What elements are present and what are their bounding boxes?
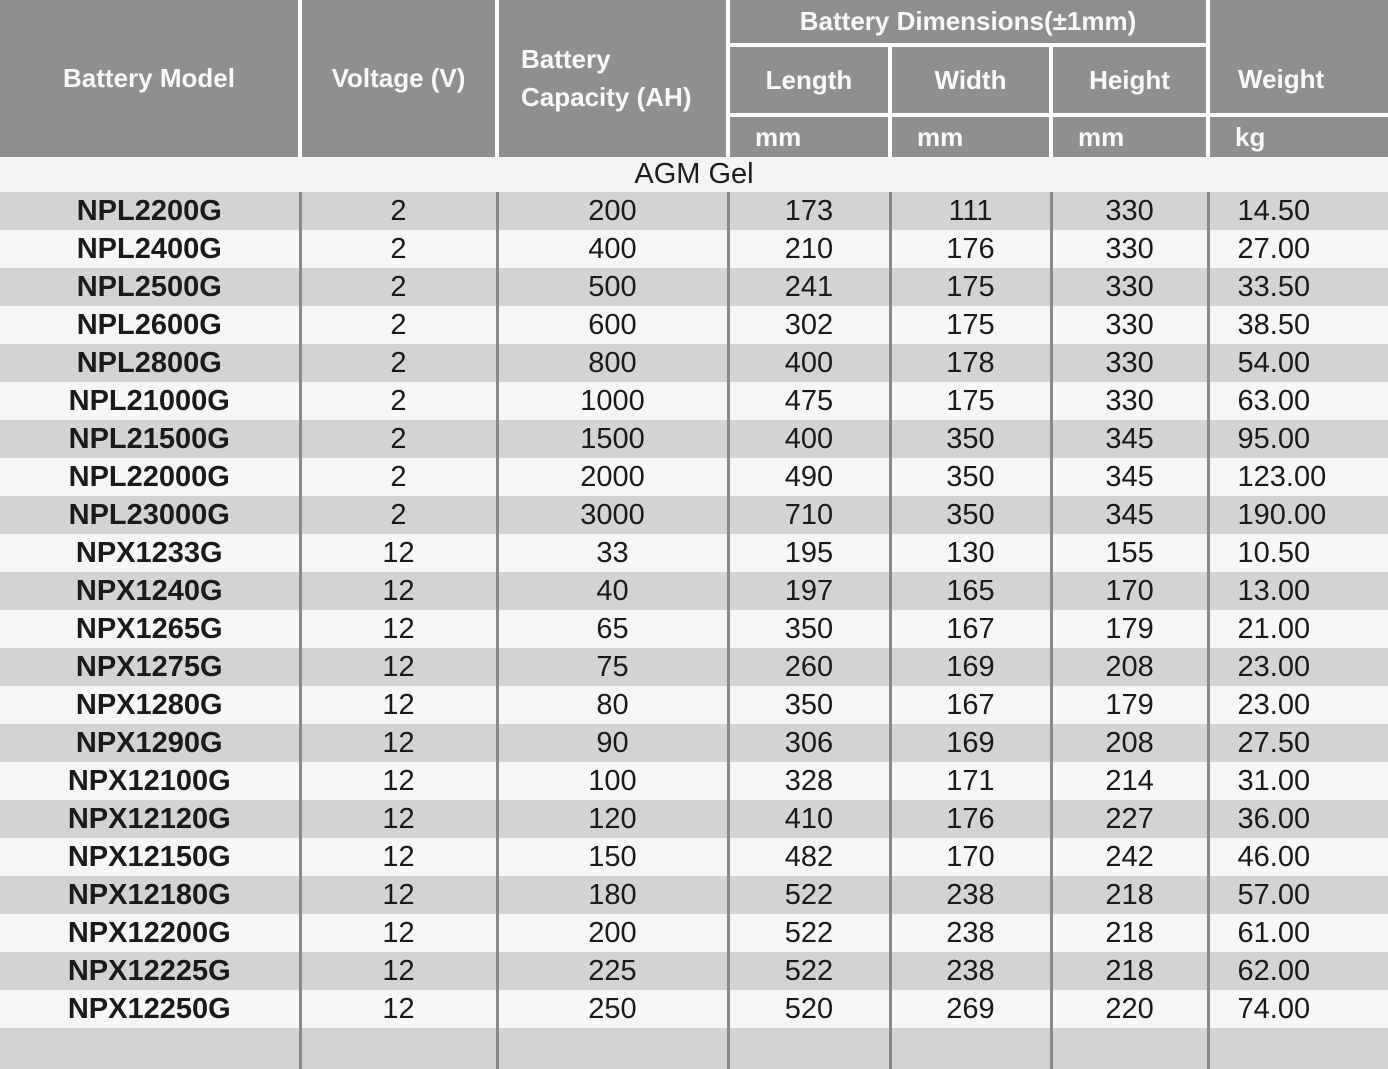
cell-height: 179 — [1051, 610, 1208, 648]
cell-voltage: 2 — [300, 458, 497, 496]
cell-width: 170 — [890, 838, 1051, 876]
empty-cell — [728, 1028, 890, 1069]
cell-capacity: 40 — [497, 572, 728, 610]
unit-label-weight-kg: kg — [1208, 115, 1388, 157]
cell-height: 218 — [1051, 914, 1208, 952]
cell-weight: 62.00 — [1208, 952, 1388, 990]
cell-voltage: 12 — [300, 838, 497, 876]
cell-length: 520 — [728, 990, 890, 1028]
cell-width: 175 — [890, 268, 1051, 306]
cell-width: 350 — [890, 458, 1051, 496]
cell-capacity: 90 — [497, 724, 728, 762]
cell-length: 475 — [728, 382, 890, 420]
cell-capacity: 800 — [497, 344, 728, 382]
cell-length: 302 — [728, 306, 890, 344]
cell-voltage: 12 — [300, 800, 497, 838]
cell-voltage: 12 — [300, 724, 497, 762]
cell-capacity: 225 — [497, 952, 728, 990]
table-row — [0, 800, 1388, 838]
cell-height: 218 — [1051, 952, 1208, 990]
cell-width: 111 — [890, 192, 1051, 230]
cell-capacity: 100 — [497, 762, 728, 800]
cell-width: 238 — [890, 876, 1051, 914]
cell-battery-model: NPL2600G — [0, 306, 300, 344]
unit-label-height-mm: mm — [1051, 115, 1208, 157]
table-row — [0, 420, 1388, 458]
col-header-weight: Weight — [1208, 0, 1388, 115]
table-header — [0, 0, 1388, 157]
cell-voltage: 2 — [300, 420, 497, 458]
cell-weight: 27.00 — [1208, 230, 1388, 268]
cell-battery-model: NPX12100G — [0, 762, 300, 800]
cell-battery-model: NPX12120G — [0, 800, 300, 838]
cell-voltage: 12 — [300, 990, 497, 1028]
table-row — [0, 762, 1388, 800]
cell-weight: 54.00 — [1208, 344, 1388, 382]
cell-battery-model: NPX1233G — [0, 534, 300, 572]
cell-width: 130 — [890, 534, 1051, 572]
cell-weight: 123.00 — [1208, 458, 1388, 496]
cell-height: 208 — [1051, 724, 1208, 762]
cell-width: 176 — [890, 800, 1051, 838]
cell-height: 330 — [1051, 306, 1208, 344]
cell-battery-model: NPL22000G — [0, 458, 300, 496]
cell-battery-model: NPX12250G — [0, 990, 300, 1028]
section-label: AGM Gel — [0, 157, 1388, 192]
cell-width: 238 — [890, 952, 1051, 990]
cell-weight: 46.00 — [1208, 838, 1388, 876]
empty-cell — [497, 1028, 728, 1069]
table-row — [0, 952, 1388, 990]
table-row — [0, 572, 1388, 610]
cell-height: 330 — [1051, 382, 1208, 420]
cell-length: 350 — [728, 610, 890, 648]
cell-width: 169 — [890, 648, 1051, 686]
table-row — [0, 876, 1388, 914]
cell-weight: 13.00 — [1208, 572, 1388, 610]
cell-capacity: 75 — [497, 648, 728, 686]
cell-battery-model: NPL2500G — [0, 268, 300, 306]
cell-voltage: 12 — [300, 686, 497, 724]
cell-battery-model: NPX12200G — [0, 914, 300, 952]
cell-height: 220 — [1051, 990, 1208, 1028]
cell-capacity: 1500 — [497, 420, 728, 458]
cell-width: 176 — [890, 230, 1051, 268]
empty-cell — [1051, 1028, 1208, 1069]
cell-height: 179 — [1051, 686, 1208, 724]
cell-voltage: 12 — [300, 648, 497, 686]
unit-label-width-mm: mm — [890, 115, 1051, 157]
cell-capacity: 150 — [497, 838, 728, 876]
cell-length: 350 — [728, 686, 890, 724]
cell-battery-model: NPX1240G — [0, 572, 300, 610]
cell-length: 482 — [728, 838, 890, 876]
cell-weight: 74.00 — [1208, 990, 1388, 1028]
cell-height: 242 — [1051, 838, 1208, 876]
cell-length: 241 — [728, 268, 890, 306]
cell-length: 400 — [728, 420, 890, 458]
col-header-capacity: Battery Capacity (AH) — [497, 0, 728, 157]
cell-height: 345 — [1051, 458, 1208, 496]
col-header-length: Length — [728, 45, 890, 115]
cell-voltage: 12 — [300, 572, 497, 610]
cell-width: 350 — [890, 420, 1051, 458]
table-row — [0, 192, 1388, 230]
cell-height: 330 — [1051, 192, 1208, 230]
cell-length: 522 — [728, 952, 890, 990]
cell-battery-model: NPX1275G — [0, 648, 300, 686]
cell-height: 227 — [1051, 800, 1208, 838]
cell-battery-model: NPX1280G — [0, 686, 300, 724]
cell-length: 522 — [728, 914, 890, 952]
cell-length: 490 — [728, 458, 890, 496]
cell-voltage: 2 — [300, 268, 497, 306]
cell-width: 167 — [890, 610, 1051, 648]
cell-width: 175 — [890, 306, 1051, 344]
cell-height: 170 — [1051, 572, 1208, 610]
cell-capacity: 65 — [497, 610, 728, 648]
cell-weight: 190.00 — [1208, 496, 1388, 534]
cell-voltage: 12 — [300, 952, 497, 990]
cell-height: 214 — [1051, 762, 1208, 800]
cell-width: 178 — [890, 344, 1051, 382]
cell-battery-model: NPL2400G — [0, 230, 300, 268]
cell-capacity: 2000 — [497, 458, 728, 496]
table-row — [0, 534, 1388, 572]
cell-height: 345 — [1051, 420, 1208, 458]
cell-width: 165 — [890, 572, 1051, 610]
cell-voltage: 12 — [300, 914, 497, 952]
cell-height: 155 — [1051, 534, 1208, 572]
cell-length: 173 — [728, 192, 890, 230]
cell-battery-model: NPX12225G — [0, 952, 300, 990]
table-body — [0, 157, 1388, 1069]
cell-weight: 33.50 — [1208, 268, 1388, 306]
table-row — [0, 496, 1388, 534]
cell-voltage: 2 — [300, 382, 497, 420]
cell-weight: 27.50 — [1208, 724, 1388, 762]
cell-voltage: 2 — [300, 306, 497, 344]
table-row — [0, 686, 1388, 724]
cell-battery-model: NPL2800G — [0, 344, 300, 382]
cell-capacity: 200 — [497, 914, 728, 952]
table-row — [0, 990, 1388, 1028]
header-row-group — [0, 0, 1388, 45]
cell-width: 169 — [890, 724, 1051, 762]
cell-weight: 57.00 — [1208, 876, 1388, 914]
cell-capacity: 1000 — [497, 382, 728, 420]
cell-height: 330 — [1051, 344, 1208, 382]
cell-capacity: 400 — [497, 230, 728, 268]
col-header-height: Height — [1051, 45, 1208, 115]
table-row — [0, 382, 1388, 420]
cell-weight: 31.00 — [1208, 762, 1388, 800]
cell-height: 208 — [1051, 648, 1208, 686]
cell-weight: 95.00 — [1208, 420, 1388, 458]
cell-voltage: 12 — [300, 762, 497, 800]
empty-cell — [890, 1028, 1051, 1069]
cell-length: 210 — [728, 230, 890, 268]
cell-capacity: 3000 — [497, 496, 728, 534]
cell-capacity: 200 — [497, 192, 728, 230]
cell-capacity: 80 — [497, 686, 728, 724]
cell-length: 306 — [728, 724, 890, 762]
cell-voltage: 2 — [300, 496, 497, 534]
cell-weight: 23.00 — [1208, 686, 1388, 724]
cell-voltage: 12 — [300, 534, 497, 572]
table-row — [0, 914, 1388, 952]
table-row — [0, 230, 1388, 268]
cell-battery-model: NPX12150G — [0, 838, 300, 876]
empty-cell — [300, 1028, 497, 1069]
cell-height: 330 — [1051, 230, 1208, 268]
cell-width: 167 — [890, 686, 1051, 724]
cell-voltage: 2 — [300, 192, 497, 230]
cell-voltage: 12 — [300, 610, 497, 648]
col-header-dimensions-group: Battery Dimensions(±1mm) — [728, 0, 1208, 45]
cell-battery-model: NPL21000G — [0, 382, 300, 420]
cell-weight: 36.00 — [1208, 800, 1388, 838]
table-row — [0, 724, 1388, 762]
cell-width: 350 — [890, 496, 1051, 534]
table-row — [0, 306, 1388, 344]
cell-weight: 21.00 — [1208, 610, 1388, 648]
cell-capacity: 33 — [497, 534, 728, 572]
cell-height: 345 — [1051, 496, 1208, 534]
table-row — [0, 458, 1388, 496]
cell-weight: 61.00 — [1208, 914, 1388, 952]
empty-cell — [1208, 1028, 1388, 1069]
cell-height: 218 — [1051, 876, 1208, 914]
cell-width: 171 — [890, 762, 1051, 800]
cell-capacity: 250 — [497, 990, 728, 1028]
cell-voltage: 12 — [300, 876, 497, 914]
cell-battery-model: NPL21500G — [0, 420, 300, 458]
cell-length: 410 — [728, 800, 890, 838]
cell-battery-model: NPL23000G — [0, 496, 300, 534]
cell-length: 197 — [728, 572, 890, 610]
cell-capacity: 600 — [497, 306, 728, 344]
cell-capacity: 120 — [497, 800, 728, 838]
col-header-battery-model: Battery Model — [0, 0, 300, 157]
unit-label-length-mm: mm — [728, 115, 890, 157]
table-row — [0, 268, 1388, 306]
cell-weight: 10.50 — [1208, 534, 1388, 572]
cell-length: 328 — [728, 762, 890, 800]
table-row — [0, 610, 1388, 648]
cell-length: 195 — [728, 534, 890, 572]
cell-length: 400 — [728, 344, 890, 382]
cell-length: 260 — [728, 648, 890, 686]
table-row — [0, 344, 1388, 382]
cell-weight: 23.00 — [1208, 648, 1388, 686]
cell-width: 238 — [890, 914, 1051, 952]
cell-capacity: 180 — [497, 876, 728, 914]
cell-voltage: 2 — [300, 344, 497, 382]
col-header-voltage: Voltage (V) — [300, 0, 497, 157]
cell-length: 522 — [728, 876, 890, 914]
cell-weight: 38.50 — [1208, 306, 1388, 344]
cell-height: 330 — [1051, 268, 1208, 306]
cell-weight: 14.50 — [1208, 192, 1388, 230]
cell-length: 710 — [728, 496, 890, 534]
cell-width: 175 — [890, 382, 1051, 420]
empty-row — [0, 1028, 1388, 1069]
cell-battery-model: NPX12180G — [0, 876, 300, 914]
table-row — [0, 648, 1388, 686]
cell-battery-model: NPL2200G — [0, 192, 300, 230]
cell-capacity: 500 — [497, 268, 728, 306]
cell-battery-model: NPX1290G — [0, 724, 300, 762]
cell-battery-model: NPX1265G — [0, 610, 300, 648]
cell-width: 269 — [890, 990, 1051, 1028]
table-row — [0, 838, 1388, 876]
empty-cell — [0, 1028, 300, 1069]
section-row — [0, 157, 1388, 192]
col-header-width: Width — [890, 45, 1051, 115]
cell-weight: 63.00 — [1208, 382, 1388, 420]
cell-voltage: 2 — [300, 230, 497, 268]
